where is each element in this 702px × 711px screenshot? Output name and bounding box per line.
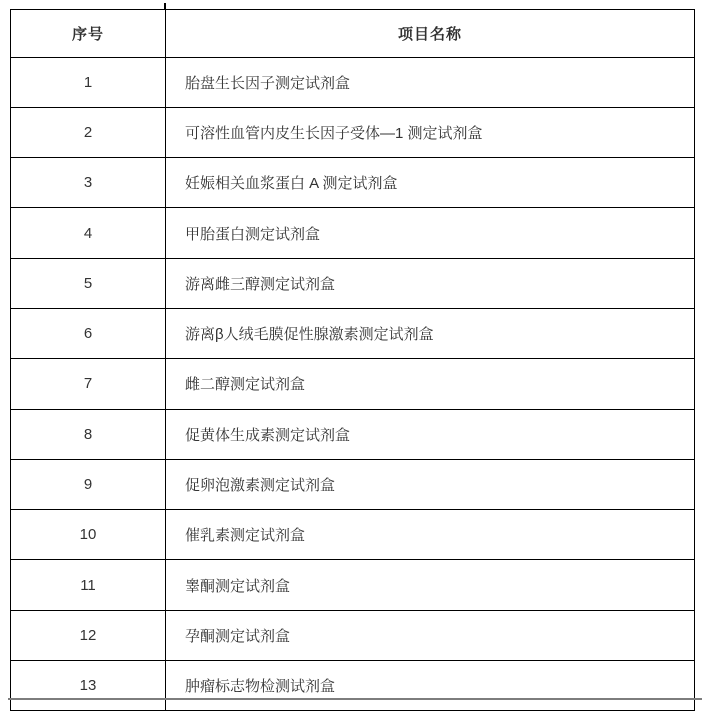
project-list-table [10,9,695,711]
table-row [11,107,695,157]
row-project-name: 肿瘤标志物检测试剂盒 [166,661,695,711]
column-divider-tick [164,3,166,10]
row-project-name: 可溶性血管内皮生长因子受体—1 测定试剂盒 [166,107,695,157]
column-header-name: 项目名称 [166,10,695,58]
table-row [11,359,695,409]
next-row-cutoff-line [8,698,702,700]
table-row [11,258,695,308]
row-index: 7 [11,359,166,409]
row-index: 10 [11,510,166,560]
table-row [11,510,695,560]
row-project-name: 催乳素测定试剂盒 [166,510,695,560]
row-project-name: 游离β人绒毛膜促性腺激素测定试剂盒 [166,308,695,358]
row-index: 3 [11,158,166,208]
table-row [11,308,695,358]
row-project-name: 游离雌三醇测定试剂盒 [166,258,695,308]
row-index: 5 [11,258,166,308]
table-row [11,560,695,610]
table-row [11,661,695,711]
row-index: 4 [11,208,166,258]
table-row [11,459,695,509]
table-row [11,409,695,459]
row-project-name: 妊娠相关血浆蛋白 A 测定试剂盒 [166,158,695,208]
row-index: 1 [11,57,166,107]
row-index: 6 [11,308,166,358]
table-row [11,57,695,107]
table-row [11,158,695,208]
table-row [11,208,695,258]
row-index: 13 [11,661,166,711]
row-index: 11 [11,560,166,610]
table-header-row [11,10,695,58]
row-index: 9 [11,459,166,509]
row-project-name: 孕酮测定试剂盒 [166,610,695,660]
row-project-name: 雌二醇测定试剂盒 [166,359,695,409]
row-index: 12 [11,610,166,660]
row-project-name: 促黄体生成素测定试剂盒 [166,409,695,459]
column-header-index: 序号 [11,10,166,58]
row-index: 8 [11,409,166,459]
row-project-name: 促卵泡激素测定试剂盒 [166,459,695,509]
row-project-name: 胎盘生长因子测定试剂盒 [166,57,695,107]
row-project-name: 甲胎蛋白测定试剂盒 [166,208,695,258]
table-row [11,610,695,660]
row-project-name: 睾酮测定试剂盒 [166,560,695,610]
row-index: 2 [11,107,166,157]
